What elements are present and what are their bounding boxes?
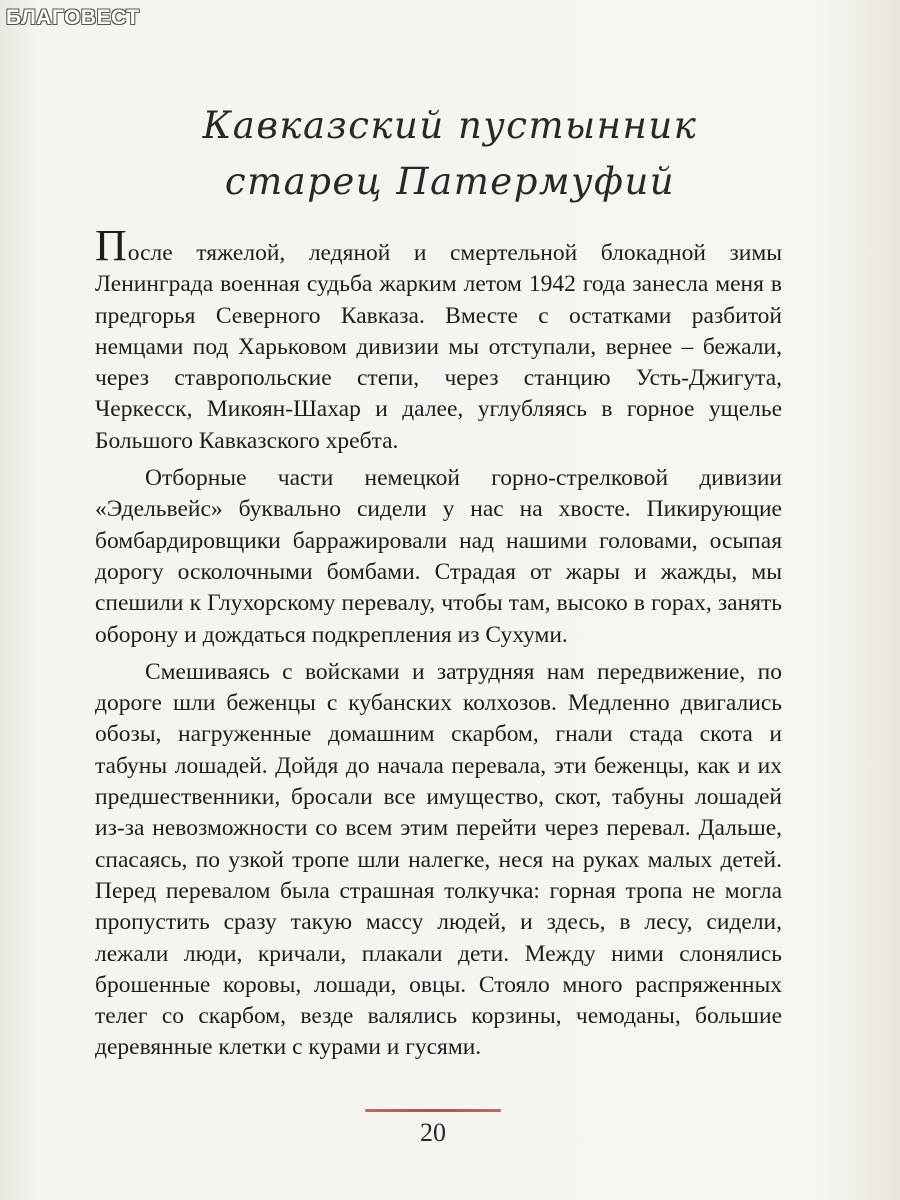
body-text bbox=[95, 221, 782, 1064]
paragraph-1 bbox=[95, 221, 782, 457]
paragraph-2: Отборные части немецкой горно-стрелковой дивизии «Эдельвейс» буквально сидели у нас на хвосте. Пикирующие бомбардировщики барражировали над нашими головами, осыпая дорогу осколочными бомбами. Страдая от жары и жажды, мы спешили к Глухорскому перевалу, чтобы там, высоко в горах, занять оборону и дождаться подкрепления из Сухуми. bbox=[95, 465, 782, 648]
page-number: 20 bbox=[420, 1118, 446, 1147]
chapter-title bbox=[90, 98, 810, 210]
drop-cap: П bbox=[95, 221, 127, 270]
footer-divider bbox=[365, 1109, 501, 1112]
chapter-title-line-2: старец Патермуфий bbox=[224, 160, 676, 203]
paragraph-1-text: осле тяжелой, ледяной и смертельной блокадной зимы Ленинграда военная судьба жарким летом 1942 года занесла меня в предгорья Северного Кавказа. Вместе с остатками разбитой немцами под Харьковом дивизии мы отступали, вернее – бежали, через ставропольские степи, через станцию Усть-Джигута, Черкесск, Микоян-Шахар и далее, углубляясь в горное ущелье Большого Кавказского хребта. bbox=[95, 240, 782, 454]
chapter-title-line-1: Кавказский пустынник bbox=[202, 104, 698, 147]
watermark-logo: БЛАГОВЕСТ bbox=[6, 6, 140, 29]
paragraph-3: Смешиваясь с войсками и затрудняя нам передвижение, по дороге шли беженцы с кубанских колхозов. Медленно двигались обозы, нагруженные домашним скарбом, гнали стада скота и табуны лошадей. Дойдя до начала перевала, эти беженцы, как и их предшественники, бросали все имущество, скот, табуны лошадей из-за невозможности со всем этим перейти через перевал. Дальше, спасаясь, по узкой тропе шли налегке, неся на руках малых детей. Перед перевалом была страшная толкучка: горная тропа не могла пропустить сразу такую массу людей, и здесь, в лесу, сидели, лежали люди, кричали, плакали дети. Между ними слонялись брошенные коровы, лошади, овцы. Стояло много распряженных телег со скарбом, везде валялись корзины, чемоданы, большие деревянные клетки с курами и гусями. bbox=[95, 658, 782, 1061]
